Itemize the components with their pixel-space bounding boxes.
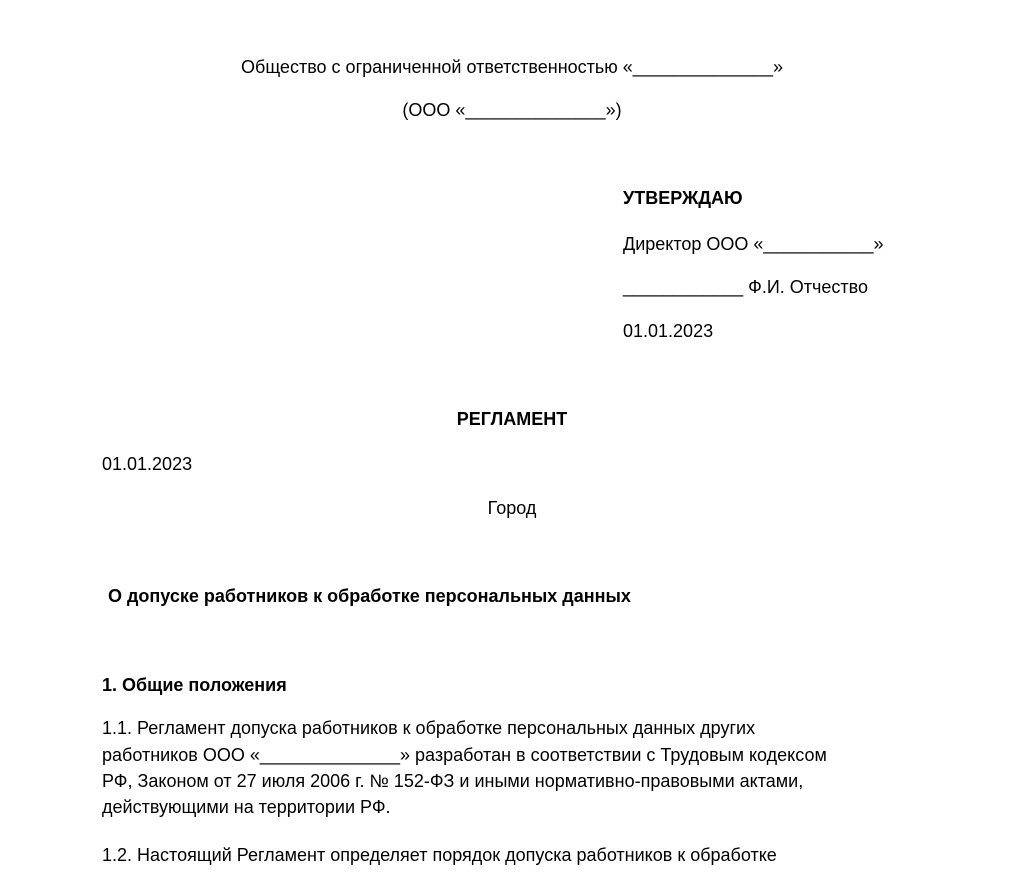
document-title: РЕГЛАМЕНТ xyxy=(456,409,568,429)
organization-full-name: Общество с ограниченной ответственностью «______________» xyxy=(241,57,783,77)
approval-title: УТВЕРЖДАЮ xyxy=(623,188,743,208)
approval-position: Директор ООО «___________» xyxy=(623,234,884,254)
paragraph-line: 1.1. Регламент допуска работников к обработке персональных данных других xyxy=(102,718,756,738)
organization-short-name: (ООО «______________») xyxy=(402,100,622,120)
approval-date: 01.01.2023 xyxy=(623,321,714,341)
approval-signature: ____________ Ф.И. Отчество xyxy=(623,277,869,297)
paragraph-line: РФ, Законом от 27 июля 2006 г. № 152-ФЗ и иными нормативно-правовыми актами, xyxy=(102,771,804,791)
document-subject: О допуске работников к обработке персональных данных xyxy=(108,586,631,606)
document-city: Город xyxy=(487,498,537,518)
paragraph-line: действующими на территории РФ. xyxy=(102,797,391,817)
paragraph-line: работников ООО «______________» разработан в соответствии с Трудовым кодексом xyxy=(102,745,827,765)
section-heading: 1. Общие положения xyxy=(102,675,287,695)
paragraph-line: 1.2. Настоящий Регламент определяет порядок допуска работников к обработке xyxy=(102,845,777,865)
document-date: 01.01.2023 xyxy=(102,454,193,474)
